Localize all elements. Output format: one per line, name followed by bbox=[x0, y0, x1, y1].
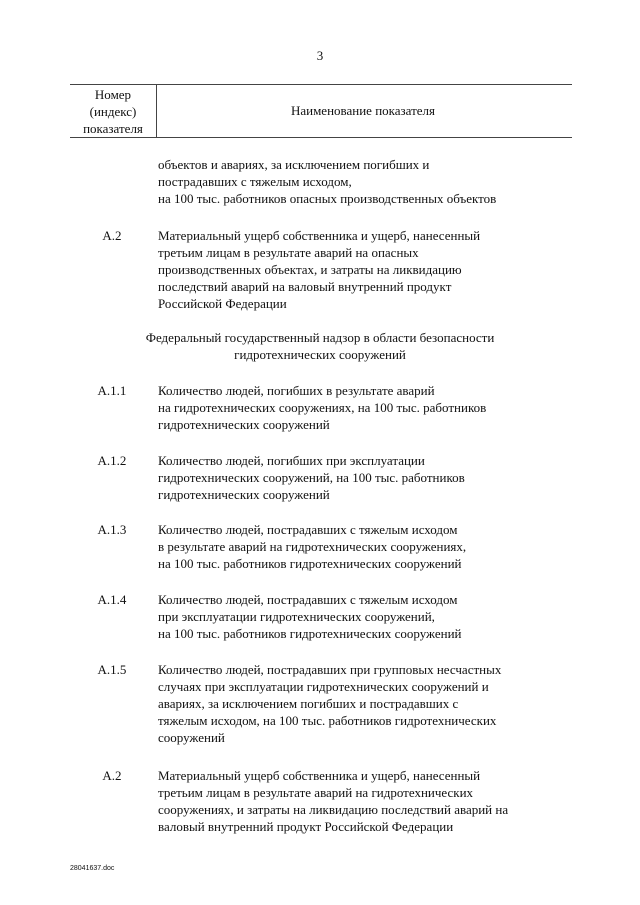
table-header-top-rule bbox=[70, 84, 572, 85]
column-header-index: Номер (индекс) показателя bbox=[83, 87, 143, 136]
column-header-name: Наименование показателя bbox=[290, 103, 436, 118]
row-code: А.2 bbox=[102, 228, 122, 243]
continuation-text: объектов и авариях, за исключением погибших и пострадавших с тяжелым исходом, на 100 тыс. работников опасных производственных объектов bbox=[158, 157, 497, 206]
row-text: Материальный ущерб собственника и ущерб, нанесенный третьим лицам в результате аварий на гидротехнических сооружениях, и затраты на ликвидацию последствий аварий на валовый внутренний продукт Российской Федерации bbox=[158, 768, 509, 834]
row-code: А.1.1 bbox=[97, 383, 127, 398]
row-code: А.1.2 bbox=[97, 453, 127, 468]
row-code: А.2 bbox=[102, 768, 122, 783]
row-text: Количество людей, погибших в результате аварий на гидротехнических сооружениях, на 100 тыс. работников гидротехнических сооружений bbox=[158, 383, 487, 432]
section-title: Федеральный государственный надзор в области безопасности гидротехнических сооружений bbox=[145, 330, 495, 362]
row-text: Количество людей, пострадавших при групповых несчастных случаях при эксплуатации гидротехнических сооружений и авариях, за исключением погибших и пострадавших с тяжелым исходом, на 100 тыс. работников гидротехнических сооружений bbox=[158, 662, 502, 745]
row-code: А.1.5 bbox=[97, 662, 127, 677]
row-code: А.1.4 bbox=[97, 592, 127, 607]
row-text: Количество людей, пострадавших с тяжелым исходом в результате аварий на гидротехнических сооружениях, на 100 тыс. работников гидротехнических сооружений bbox=[158, 522, 467, 571]
file-name-footer: 28041637.doc bbox=[70, 865, 115, 872]
row-code: А.1.3 bbox=[97, 522, 127, 537]
row-text: Количество людей, пострадавших с тяжелым исходом при эксплуатации гидротехнических сооружений, на 100 тыс. работников гидротехнических сооружений bbox=[158, 592, 462, 641]
page-number: 3 bbox=[316, 48, 324, 63]
table-header-divider bbox=[156, 84, 157, 138]
table-header-bottom-rule bbox=[70, 137, 572, 138]
row-text: Материальный ущерб собственника и ущерб, нанесенный третьим лицам в результате аварий на опасных производственных объектах, и затраты на ликвидацию последствий аварий на валовый внутренний продукт Российской Федерации bbox=[158, 228, 481, 311]
row-text: Количество людей, погибших при эксплуатации гидротехнических сооружений, на 100 тыс. работников гидротехнических сооружений bbox=[158, 453, 465, 502]
